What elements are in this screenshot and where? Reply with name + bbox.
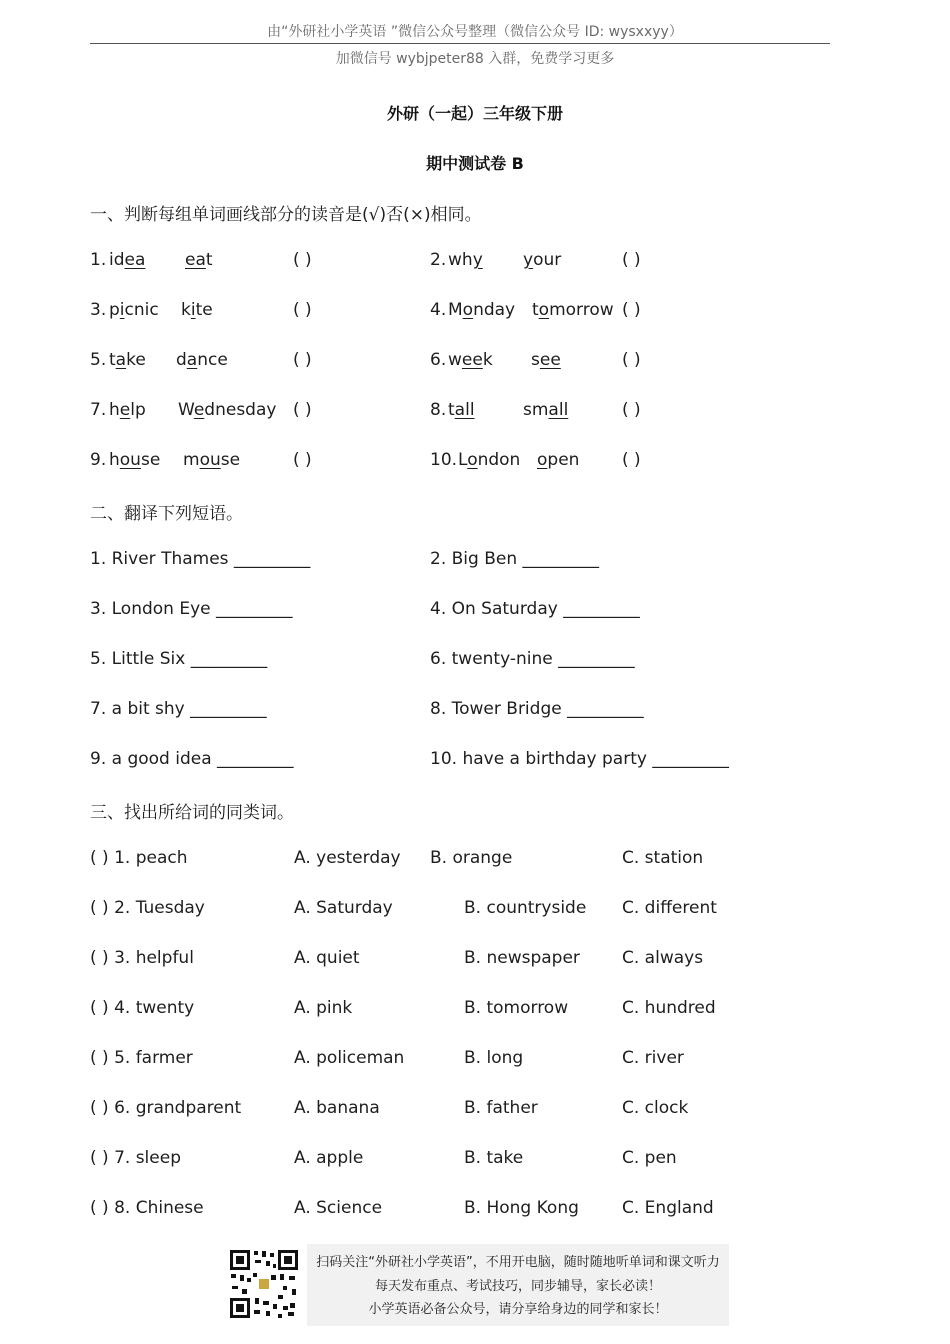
underlined-part: e	[193, 400, 205, 420]
word-part: nday	[473, 300, 516, 320]
item-number: 4.	[430, 300, 447, 320]
option-a: A. policeman	[294, 1048, 405, 1068]
underlined-part: o	[467, 450, 478, 470]
word-b	[176, 350, 228, 370]
word-part: ndon	[477, 450, 521, 470]
option-b: B. orange	[430, 848, 513, 868]
word-part: lp	[130, 400, 146, 420]
option-c: C. clock	[622, 1098, 689, 1118]
underlined-part: y	[523, 250, 534, 270]
option-c: C. England	[622, 1198, 714, 1218]
translate-item[interactable]: 10. have a birthday party _________	[430, 749, 729, 769]
header-wechat-line: 加微信号 wybjpeter88 入群，免费学习更多	[335, 51, 615, 67]
question[interactable]: ( ) 4. twenty	[90, 998, 195, 1018]
answer-paren[interactable]: ( )	[622, 400, 641, 420]
word-b	[537, 450, 579, 470]
underlined-part: a	[115, 350, 127, 370]
translate-item[interactable]: 4. On Saturday _________	[430, 599, 640, 619]
word-part: h	[109, 450, 120, 470]
question[interactable]: ( ) 3. helpful	[90, 948, 194, 968]
underlined-part: ee	[461, 350, 483, 370]
underlined-part: ea	[185, 250, 206, 270]
answer-paren[interactable]: ( )	[293, 450, 312, 470]
word-part: d	[176, 350, 187, 370]
word-part: pen	[547, 450, 580, 470]
word-a	[109, 400, 146, 420]
word-part: m	[183, 450, 200, 470]
word-b	[178, 400, 276, 420]
word-b	[531, 350, 561, 370]
word-b	[532, 300, 614, 320]
section3-heading: 三、找出所给词的同类词。	[90, 803, 294, 823]
word-a	[109, 250, 145, 270]
option-a: A. pink	[294, 998, 353, 1018]
word-a	[448, 300, 515, 320]
option-c: C. different	[622, 898, 717, 918]
word-part: s	[531, 350, 540, 370]
underlined-part: ou	[119, 450, 141, 470]
answer-paren[interactable]: ( )	[622, 350, 641, 370]
translate-item[interactable]: 7. a bit shy _________	[90, 699, 267, 719]
translate-item[interactable]: 6. twenty-nine _________	[430, 649, 635, 669]
option-a: A. yesterday	[294, 848, 401, 868]
option-c: C. always	[622, 948, 704, 968]
footer-line-1: 扫码关注“外研社小学英语”，不用开电脑，随时随地听单词和课文听力	[316, 1255, 720, 1270]
option-a: A. quiet	[294, 948, 360, 968]
word-part: nce	[197, 350, 228, 370]
underlined-part: all	[548, 400, 569, 420]
underlined-part: e	[119, 400, 131, 420]
word-b	[181, 300, 213, 320]
word-part: L	[458, 450, 468, 470]
option-b: B. countryside	[464, 898, 587, 918]
answer-paren[interactable]: ( )	[293, 300, 312, 320]
option-b: B. long	[464, 1048, 524, 1068]
answer-paren[interactable]: ( )	[622, 300, 641, 320]
word-part: k	[181, 300, 191, 320]
question[interactable]: ( ) 2. Tuesday	[90, 898, 205, 918]
word-a	[448, 350, 493, 370]
word-b	[183, 450, 240, 470]
word-a	[448, 250, 483, 270]
section2-heading: 二、翻译下列短语。	[90, 504, 243, 524]
underlined-part: ee	[539, 350, 561, 370]
question[interactable]: ( ) 1. peach	[90, 848, 188, 868]
word-part: t	[109, 350, 116, 370]
word-part: t	[448, 400, 455, 420]
underlined-part: ou	[199, 450, 221, 470]
word-b	[523, 400, 568, 420]
option-b: B. tomorrow	[464, 998, 569, 1018]
answer-paren[interactable]: ( )	[293, 400, 312, 420]
item-number: 10.	[430, 450, 458, 470]
translate-item[interactable]: 2. Big Ben _________	[430, 549, 600, 569]
word-part: t	[532, 300, 539, 320]
option-c: C. hundred	[622, 998, 716, 1018]
word-a	[448, 400, 475, 420]
translate-item[interactable]: 5. Little Six _________	[90, 649, 268, 669]
section1-heading: 一、判断每组单词画线部分的读音是(√)否(×)相同。	[90, 205, 482, 225]
word-part: se	[140, 450, 161, 470]
header-source-line: 由“外研社小学英语 ”微信公众号整理（微信公众号 ID: wysxxyy）	[267, 24, 683, 40]
page-title: 外研（一起）三年级下册	[386, 104, 563, 123]
translate-item[interactable]: 8. Tower Bridge _________	[430, 699, 644, 719]
answer-paren[interactable]: ( )	[293, 350, 312, 370]
word-part: w	[448, 350, 462, 370]
word-part: ke	[126, 350, 146, 370]
answer-paren[interactable]: ( )	[622, 250, 641, 270]
word-part: p	[109, 300, 120, 320]
footer-line-3: 小学英语必备公众号，请分享给身边的同学和家长！	[368, 1302, 668, 1317]
word-part: se	[220, 450, 241, 470]
translate-item[interactable]: 1. River Thames _________	[90, 549, 311, 569]
question[interactable]: ( ) 6. grandparent	[90, 1098, 242, 1118]
item-number: 1.	[90, 250, 107, 270]
page-subtitle: 期中测试卷 B	[426, 154, 524, 173]
item-number: 2.	[430, 250, 447, 270]
word-a	[109, 300, 159, 320]
word-b	[185, 250, 213, 270]
item-number: 5.	[90, 350, 107, 370]
option-c: C. pen	[622, 1148, 677, 1168]
item-number: 7.	[90, 400, 107, 420]
underlined-part: o	[462, 300, 474, 320]
word-a	[458, 450, 520, 470]
option-c: C. river	[622, 1048, 684, 1068]
option-b: B. newspaper	[464, 948, 580, 968]
word-part: dnesday	[204, 400, 277, 420]
item-number: 6.	[430, 350, 447, 370]
option-a: A. banana	[294, 1098, 380, 1118]
word-a	[109, 450, 160, 470]
option-c: C. station	[622, 848, 704, 868]
item-number: 8.	[430, 400, 447, 420]
answer-paren[interactable]: ( )	[293, 250, 312, 270]
option-b: B. father	[464, 1098, 538, 1118]
answer-paren[interactable]: ( )	[622, 450, 641, 470]
word-part: h	[109, 400, 120, 420]
word-part: W	[178, 400, 194, 420]
word-part: te	[195, 300, 213, 320]
underlined-part: o	[538, 300, 550, 320]
word-part: our	[533, 250, 562, 270]
item-number: 3.	[90, 300, 107, 320]
translate-item[interactable]: 9. a good idea _________	[90, 749, 294, 769]
underlined-part: ea	[124, 250, 146, 270]
qr-code-icon	[228, 1248, 300, 1320]
question[interactable]: ( ) 8. Chinese	[90, 1198, 204, 1218]
word-part: sm	[523, 400, 549, 420]
word-part: M	[448, 300, 463, 320]
word-part: t	[205, 250, 213, 270]
footer-promo	[307, 1244, 729, 1326]
underlined-part: a	[186, 350, 198, 370]
word-part: id	[109, 250, 125, 270]
word-a	[109, 350, 146, 370]
option-a: A. apple	[294, 1148, 364, 1168]
translate-item[interactable]: 3. London Eye _________	[90, 599, 293, 619]
question[interactable]: ( ) 5. farmer	[90, 1048, 193, 1068]
underlined-part: y	[472, 250, 483, 270]
word-part: morrow	[549, 300, 614, 320]
underlined-part: all	[454, 400, 475, 420]
item-number: 9.	[90, 450, 107, 470]
word-part: cnic	[124, 300, 159, 320]
option-a: A. Science	[294, 1198, 383, 1218]
header-divider	[90, 43, 830, 44]
word-b	[523, 250, 561, 270]
underlined-part: o	[537, 450, 548, 470]
option-b: B. Hong Kong	[464, 1198, 579, 1218]
footer-line-2: 每天发布重点、考试技巧，同步辅导，家长必读！	[374, 1279, 661, 1294]
option-a: A. Saturday	[294, 898, 393, 918]
word-part: k	[482, 350, 493, 370]
underlined-part: i	[190, 300, 196, 320]
option-b: B. take	[464, 1148, 524, 1168]
question[interactable]: ( ) 7. sleep	[90, 1148, 181, 1168]
underlined-part: i	[119, 300, 125, 320]
word-part: wh	[448, 250, 473, 270]
